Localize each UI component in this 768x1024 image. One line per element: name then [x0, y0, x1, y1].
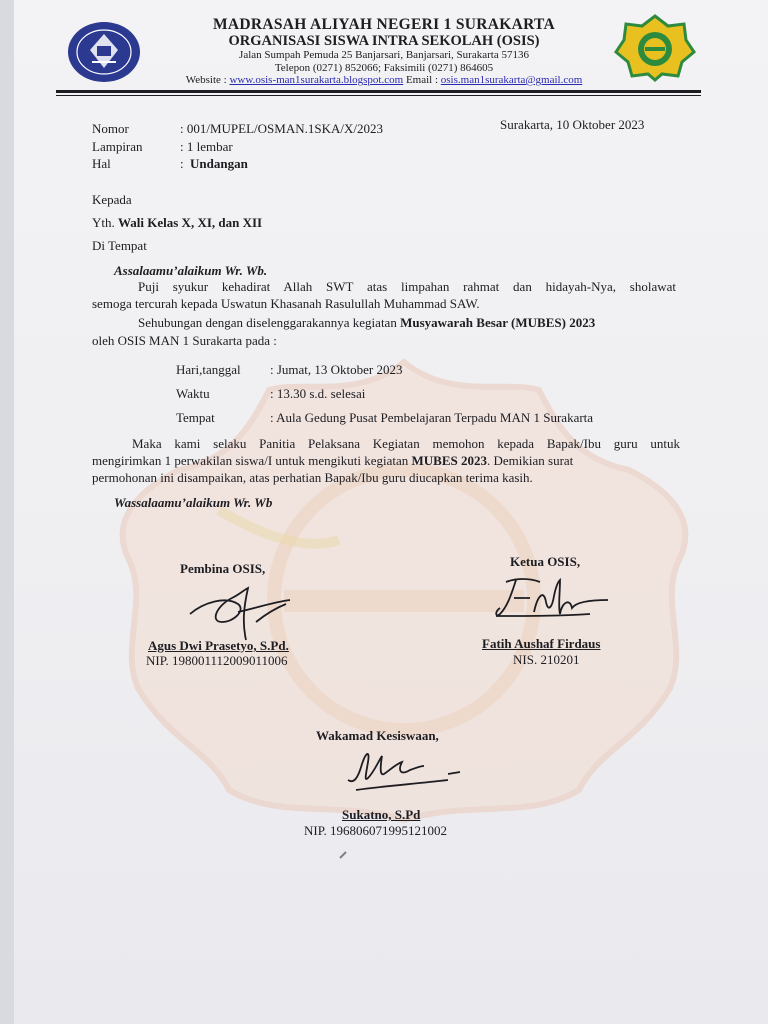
hal-colon: :	[180, 156, 184, 171]
website-link[interactable]: www.osis-man1surakarta.blogspot.com	[229, 74, 404, 86]
salam-opening: Assalaamu’alaikum Wr. Wb.	[114, 263, 268, 278]
email-label: Email :	[405, 74, 439, 86]
hari-value: : Jumat, 13 Oktober 2023	[270, 362, 403, 377]
wakamad-title: Wakamad Kesiswaan,	[316, 728, 439, 743]
lampiran-value: : 1 lembar	[180, 139, 233, 154]
di-tempat: Di Tempat	[92, 238, 147, 253]
wakamad-nip: NIP. 196806071995121002	[304, 823, 448, 838]
recipient-name: Wali Kelas X, XI, dan XII	[118, 215, 263, 230]
paragraph-2-line-1	[138, 316, 595, 329]
hari-label: Hari,tanggal	[176, 362, 241, 377]
school-name: MADRASAH ALIYAH NEGERI 1 SURAKARTA	[212, 16, 556, 33]
waktu-label: Waktu	[176, 386, 210, 401]
tempat-value: : Aula Gedung Pusat Pembelajaran Terpadu MAN 1 Surakarta	[270, 410, 594, 425]
ketua-name: Fatih Aushaf Firdaus	[482, 636, 601, 651]
email-link[interactable]: osis.man1surakarta@gmail.com	[440, 74, 583, 86]
wakamad-signature-icon	[344, 744, 464, 794]
paragraph-3-tail: . Demikian surat	[487, 453, 574, 468]
header-rule-thin	[56, 95, 701, 96]
website-label: Website :	[185, 74, 227, 86]
waktu-value: : 13.30 s.d. selesai	[270, 386, 366, 401]
ink-mark-icon	[338, 850, 352, 860]
school-phone: Telepon (0271) 852066; Faksimili (0271) 864605	[274, 62, 494, 74]
header-rule-thick	[56, 90, 701, 93]
contact-line	[154, 75, 614, 86]
madrasah-logo-icon	[66, 20, 142, 84]
organization-name: ORGANISASI SISWA INTRA SEKOLAH (OSIS)	[228, 33, 540, 49]
paragraph-3-line-3: permohonan ini disampaikan, atas perhatian Bapak/Ibu guru diucapkan terima kasih.	[92, 470, 533, 485]
paragraph-3-line-2	[92, 454, 573, 467]
nomor-value: : 001/MUPEL/OSMAN.1SKA/X/2023	[180, 121, 383, 136]
ketua-nis: NIS. 210201	[513, 652, 580, 667]
osis-logo-icon	[614, 14, 696, 82]
tempat-label: Tempat	[176, 410, 215, 425]
paragraph-1-line-2: semoga tercurah kepada Uswatun Khasanah Rasulullah Muhammad SAW.	[92, 296, 480, 311]
school-address: Jalan Sumpah Pemuda 25 Banjarsari, Banjarsari, Surakarta 57136	[239, 49, 529, 61]
ketua-signature-icon	[490, 572, 610, 622]
ketua-title: Ketua OSIS,	[510, 554, 581, 569]
place-date: Surakarta, 10 Oktober 2023	[500, 117, 645, 132]
event-name: Musyawarah Besar (MUBES) 2023	[400, 315, 596, 330]
letter-page	[14, 0, 768, 1024]
paragraph-2-line-2: oleh OSIS MAN 1 Surakarta pada :	[92, 333, 277, 348]
wakamad-name: Sukatno, S.Pd	[342, 807, 421, 822]
kepada-label: Kepada	[92, 192, 132, 207]
pembina-title: Pembina OSIS,	[180, 561, 266, 576]
paragraph-1-line-1: Puji syukur kehadirat Allah SWT atas limpahan rahmat dan hidayah-Nya, sholawat	[138, 279, 676, 294]
recipient-line	[92, 216, 262, 229]
pembina-nip: NIP. 198001112009011006	[146, 653, 288, 668]
hal-value: Undangan	[190, 156, 248, 171]
yth-label: Yth.	[92, 215, 115, 230]
pembina-name: Agus Dwi Prasetyo, S.Pd.	[148, 638, 289, 653]
mubes-label: MUBES 2023	[411, 453, 487, 468]
lampiran-label: Lampiran	[92, 139, 143, 154]
paragraph-3-line-1: Maka kami selaku Panitia Pelaksana Kegiatan memohon kepada Bapak/Ibu guru untuk	[132, 436, 680, 451]
paragraph-2-text: Sehubungan dengan diselenggarakannya kegiatan	[138, 315, 401, 330]
paragraph-3-text: mengirimkan 1 perwakilan siswa/I untuk mengikuti kegiatan	[92, 453, 412, 468]
pembina-signature-icon	[186, 582, 296, 644]
hal-label: Hal	[92, 156, 111, 171]
nomor-label: Nomor	[92, 121, 129, 136]
salam-closing: Wassalaamu’alaikum Wr. Wb	[114, 495, 273, 510]
